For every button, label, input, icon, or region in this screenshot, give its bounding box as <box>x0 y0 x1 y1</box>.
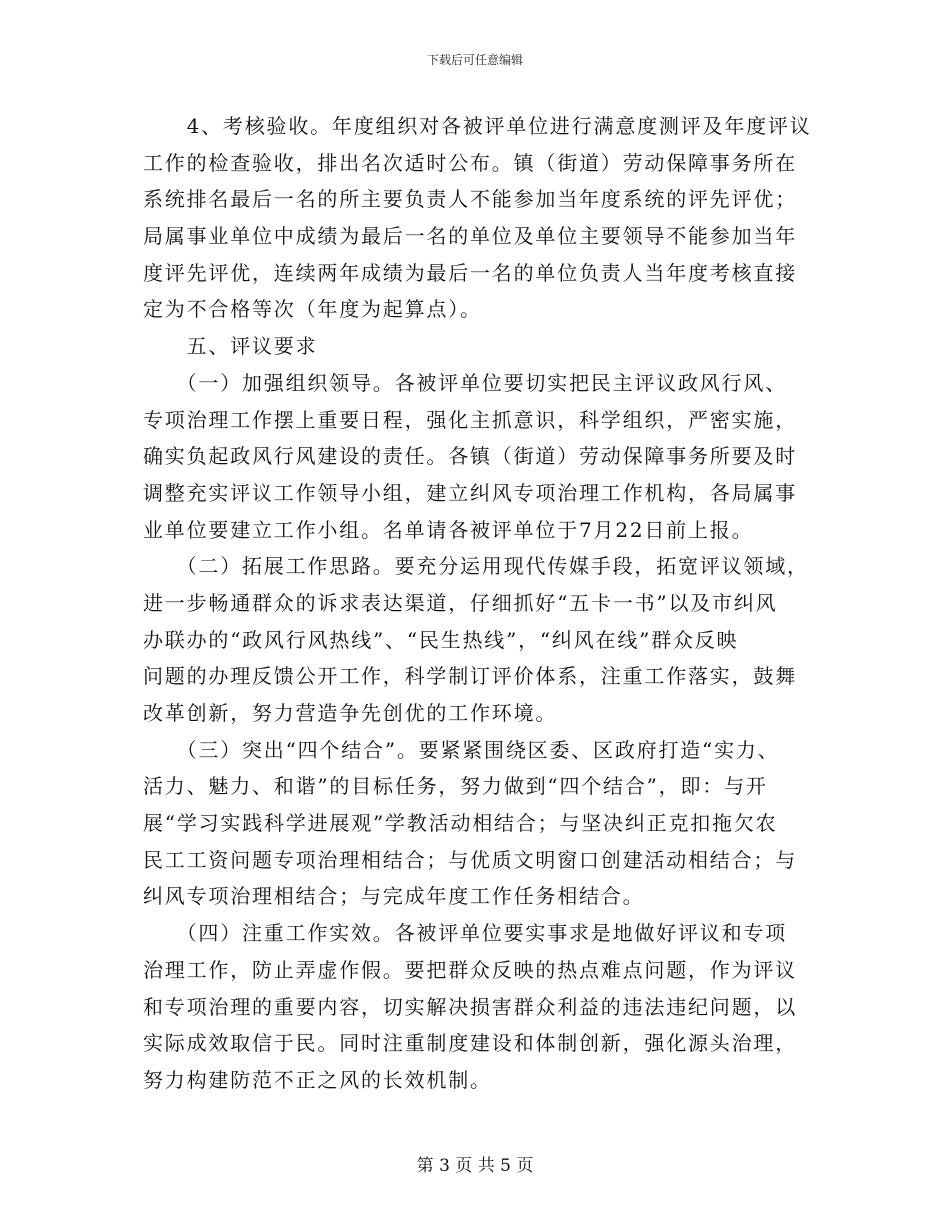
text-line: 局属事业单位中成绩为最后一名的单位及单位主要领导不能参加当年 <box>143 224 797 249</box>
text-line: 度评先评优，连续两年成绩为最后一名的单位负责人当年度考核直接 <box>143 260 797 285</box>
section-heading: 五、评议要求 <box>143 334 318 359</box>
page-number: 第 3 页 共 5 页 <box>416 1156 534 1176</box>
text-line: （二）拓展工作思路。要充分运用现代传媒手段，拓宽评议领域， <box>143 554 809 579</box>
text-line: （三）突出“四个结合”。要紧紧围绕区委、区政府打造“实力、 <box>143 737 780 762</box>
page-header: 下载后可任意编辑 <box>426 53 523 67</box>
text-line: 纠风专项治理相结合；与完成年度工作任务相结合。 <box>143 884 645 909</box>
text-line: 展“学习实践科学进展观”学教活动相结合；与坚决纠正克扣拖欠农 <box>143 811 778 836</box>
text-line: 民工工资问题专项治理相结合；与优质文明窗口创建活动相结合；与 <box>143 847 797 872</box>
text-line: 改革创新，努力营造争先创优的工作环境。 <box>143 701 558 725</box>
text-line: 活力、魅力、和谐”的目标任务，努力做到“四个结合”，即：与开 <box>143 774 768 799</box>
document-body <box>143 108 823 1099</box>
text-line: 工作的检查验收，排出名次适时公布。镇（街道）劳动保障事务所在 <box>143 150 797 175</box>
text-line: 定为不合格等次（年度为起算点）。 <box>143 297 482 322</box>
text-line: 问题的办理反馈公开工作，科学制订评价体系，注重工作落实，鼓舞 <box>143 664 797 689</box>
text-line: 系统排名最后一名的所主要负责人不能参加当年度系统的评先评优； <box>143 187 797 212</box>
text-line: 办联办的“政风行风热线”、“民生热线”，“纠风在线”群众反映 <box>143 627 739 652</box>
text-line: 4、考核验收。年度组织对各被评单位进行满意度测评及年度评议 <box>143 114 812 138</box>
text-line: 进一步畅通群众的诉求表达渠道，仔细抓好“五卡一书”以及市纠风 <box>143 590 778 615</box>
text-line: 专项治理工作摆上重要日程，强化主抓意识，科学组织，严密实施， <box>143 407 797 432</box>
text-line: （四）注重工作实效。各被评单位要实事求是地做好评议和专项 <box>143 921 787 946</box>
text-line: 和专项治理的重要内容，切实解决损害群众利益的违法违纪问题，以 <box>143 994 797 1019</box>
text-line: 实际成效取信于民。同时注重制度建设和体制创新，强化源头治理， <box>143 1031 797 1056</box>
text-line: 业单位要建立工作小组。名单请各被评单位于7月22日前上报。 <box>143 517 754 542</box>
text-line: （一）加强组织领导。各被评单位要切实把民主评议政风行风、 <box>143 370 787 395</box>
text-line: 治理工作，防止弄虚作假。要把群众反映的热点难点问题，作为评议 <box>143 957 797 982</box>
text-line: 努力构建防范不正之风的长效机制。 <box>143 1067 492 1092</box>
text-line: 确实负起政风行风建设的责任。各镇（街道）劳动保障事务所要及时 <box>143 444 797 469</box>
text-line: 调整充实评议工作领导小组，建立纠风专项治理工作机构，各局属事 <box>143 480 797 505</box>
